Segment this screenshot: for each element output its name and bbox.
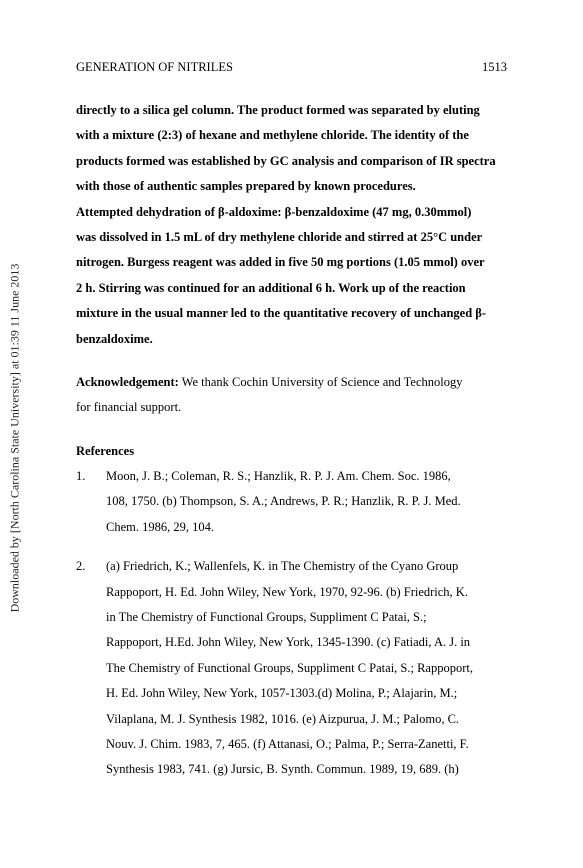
paragraph-line: was dissolved in 1.5 mL of dry methylene chloride and stirred at 25°C under — [76, 229, 483, 244]
section-heading: Attempted dehydration of β-aldoxime: — [76, 204, 282, 219]
dehydration-paragraph — [76, 200, 508, 352]
reference-line: Rappoport, H.Ed. John Wiley, New York, 1345-1390. (c) Fatiadi, A. J. in — [106, 635, 471, 650]
reference-line: 108, 1750. (b) Thompson, S. A.; Andrews, P. R.; Hanzlik, R. P. J. Med. — [106, 494, 461, 509]
paragraph-line: with a mixture (2:3) of hexane and methylene chloride. The identity of the — [76, 128, 469, 143]
spacer — [76, 421, 508, 439]
reference-number: 2. — [76, 559, 86, 574]
paragraph-line: benzaldoxime. — [76, 331, 153, 346]
reference-item — [76, 554, 508, 783]
reference-line: Rappoport, H. Ed. John Wiley, New York, 1970, 92-96. (b) Friedrich, K. — [106, 584, 468, 599]
reference-line: in The Chemistry of Functional Groups, Suppliment C Patai, S.; — [106, 610, 427, 625]
download-watermark-text: Downloaded by [North Carolina State University] at 01:39 11 June 2013 — [7, 263, 22, 613]
reference-line: Vilaplana, M. J. Synthesis 1982, 1016. (e) Aizpurua, J. M.; Palomo, C. — [106, 711, 460, 726]
reference-line: The Chemistry of Functional Groups, Suppliment C Patai, S.; Rappoport, — [106, 660, 473, 675]
paragraph-line: products formed was established by GC analysis and comparison of IR spectra — [76, 153, 496, 168]
reference-line: Nouv. J. Chim. 1983, 7, 465. (f) Attanasi, O.; Palma, P.; Serra-Zanetti, F. — [106, 736, 469, 751]
paragraph-line: directly to a silica gel column. The product formed was separated by eluting — [76, 103, 480, 117]
references-heading: References — [76, 443, 135, 458]
paragraph-line: with those of authentic samples prepared by known procedures. — [76, 179, 416, 194]
spacer — [76, 540, 508, 554]
reference-item — [76, 464, 508, 540]
paragraph-line: mixture in the usual manner led to the quantitative recovery of unchanged β- — [76, 306, 487, 321]
procedure-paragraph — [76, 98, 508, 200]
paragraph-line: 2 h. Stirring was continued for an additional 6 h. Work up of the reaction — [76, 280, 466, 295]
ack-text: We thank Cochin University of Science and Technology — [178, 374, 463, 389]
paragraph-line — [76, 370, 508, 395]
header-title: GENERATION OF NITRILES — [76, 60, 233, 74]
page-body — [76, 98, 508, 783]
paragraph-line: nitrogen. Burgess reagent was added in five 50 mg portions (1.05 mmol) over — [76, 255, 485, 270]
ack-heading: Acknowledgement: — [76, 374, 179, 389]
reference-line: Synthesis 1983, 741. (g) Jursic, B. Synth. Commun. 1989, 19, 689. (h) — [106, 762, 459, 777]
paragraph-line — [76, 200, 508, 225]
paragraph-line: for financial support. — [76, 400, 182, 415]
reference-line: Moon, J. B.; Coleman, R. S.; Hanzlik, R. P. J. Am. Chem. Soc. 1986, — [106, 469, 451, 484]
running-header — [76, 60, 507, 80]
paragraph-text: β-benzaldoxime (47 mg, 0.30mmol) — [281, 204, 472, 219]
reference-line: Chem. 1986, 29, 104. — [106, 519, 214, 534]
reference-line: H. Ed. John Wiley, New York, 1057-1303.(d) Molina, P.; Alajarin, M.; — [106, 686, 458, 701]
download-watermark — [2, 228, 28, 648]
page-number: 1513 — [482, 60, 507, 74]
acknowledgement — [76, 370, 508, 421]
reference-number: 1. — [76, 469, 86, 484]
spacer — [76, 352, 508, 370]
reference-line: (a) Friedrich, K.; Wallenfels, K. in The Chemistry of the Cyano Group — [106, 559, 459, 574]
